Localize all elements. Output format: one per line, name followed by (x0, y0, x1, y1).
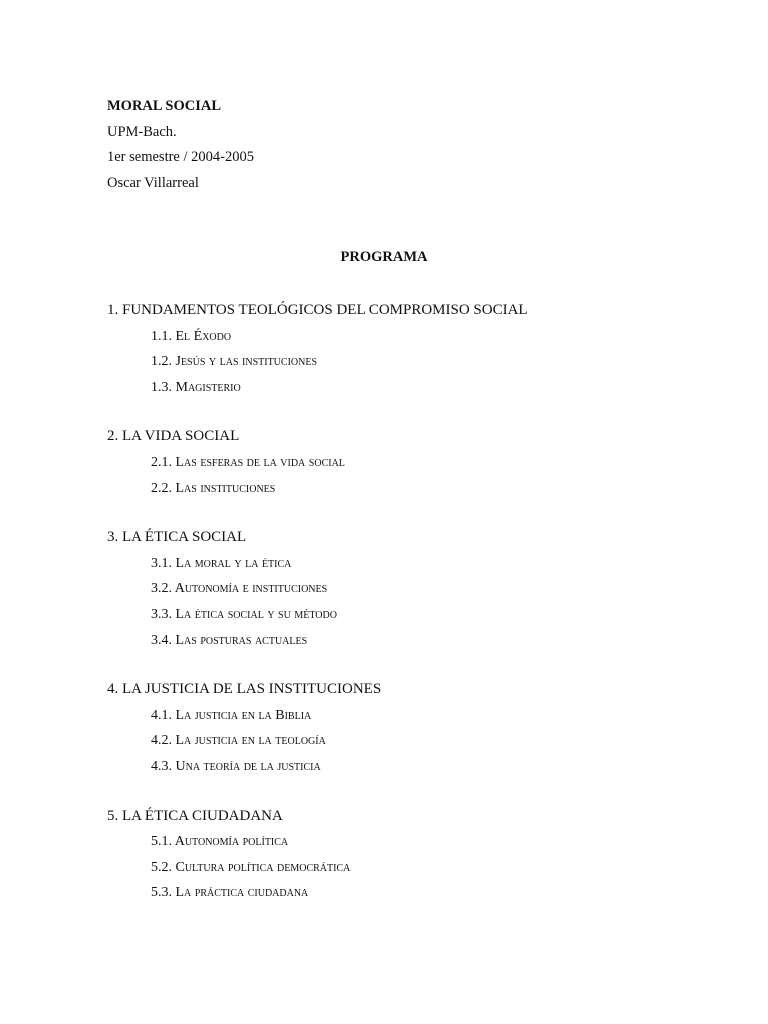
sub-item: 5.2. Cultura política democrática (151, 859, 351, 875)
sub-item: 1.3. Magisterio (151, 379, 241, 395)
section-title: 4. LA JUSTICIA DE LAS INSTITUCIONES (107, 681, 382, 698)
sub-item: 1.1. El Éxodo (151, 328, 232, 344)
document-header (107, 94, 254, 196)
sub-item: 4.3. Una teoría de la justicia (151, 758, 321, 774)
sub-item: 2.2. Las instituciones (151, 480, 276, 496)
section-title: 5. LA ÉTICA CIUDADANA (107, 807, 283, 824)
section-5 (107, 804, 727, 906)
section-2 (107, 424, 727, 501)
section-title: 2. LA VIDA SOCIAL (107, 428, 240, 445)
institution-line: UPM-Bach. (107, 123, 177, 140)
program-outline (107, 298, 727, 930)
sub-item: 3.4. Las posturas actuales (151, 632, 308, 648)
sub-item: 3.3. La ética social y su método (151, 606, 337, 622)
section-3 (107, 525, 727, 653)
course-title: MORAL SOCIAL (107, 98, 222, 114)
sub-item: 4.1. La justicia en la Biblia (151, 707, 312, 723)
section-title: 3. LA ÉTICA SOCIAL (107, 529, 247, 546)
sub-item: 1.2. Jesús y las instituciones (151, 354, 318, 370)
sub-item: 4.2. La justicia en la teología (151, 733, 326, 749)
sub-item: 5.3. La práctica ciudadana (151, 885, 309, 901)
sub-item: 3.1. La moral y la ética (151, 555, 292, 571)
section-title: 1. FUNDAMENTOS TEOLÓGICOS DEL COMPROMISO SOCIAL (107, 302, 528, 318)
period-line: 1er semestre / 2004-2005 (107, 149, 254, 165)
sub-item: 5.1. Autonomía política (151, 834, 289, 850)
section-1 (107, 298, 727, 400)
section-4 (107, 677, 727, 779)
program-title: PROGRAMA (340, 249, 428, 265)
sub-item: 2.1. Las esferas de la vida social (151, 454, 345, 470)
author-line: Oscar Villarreal (107, 174, 199, 191)
sub-item: 3.2. Autonomía e instituciones (151, 581, 328, 597)
